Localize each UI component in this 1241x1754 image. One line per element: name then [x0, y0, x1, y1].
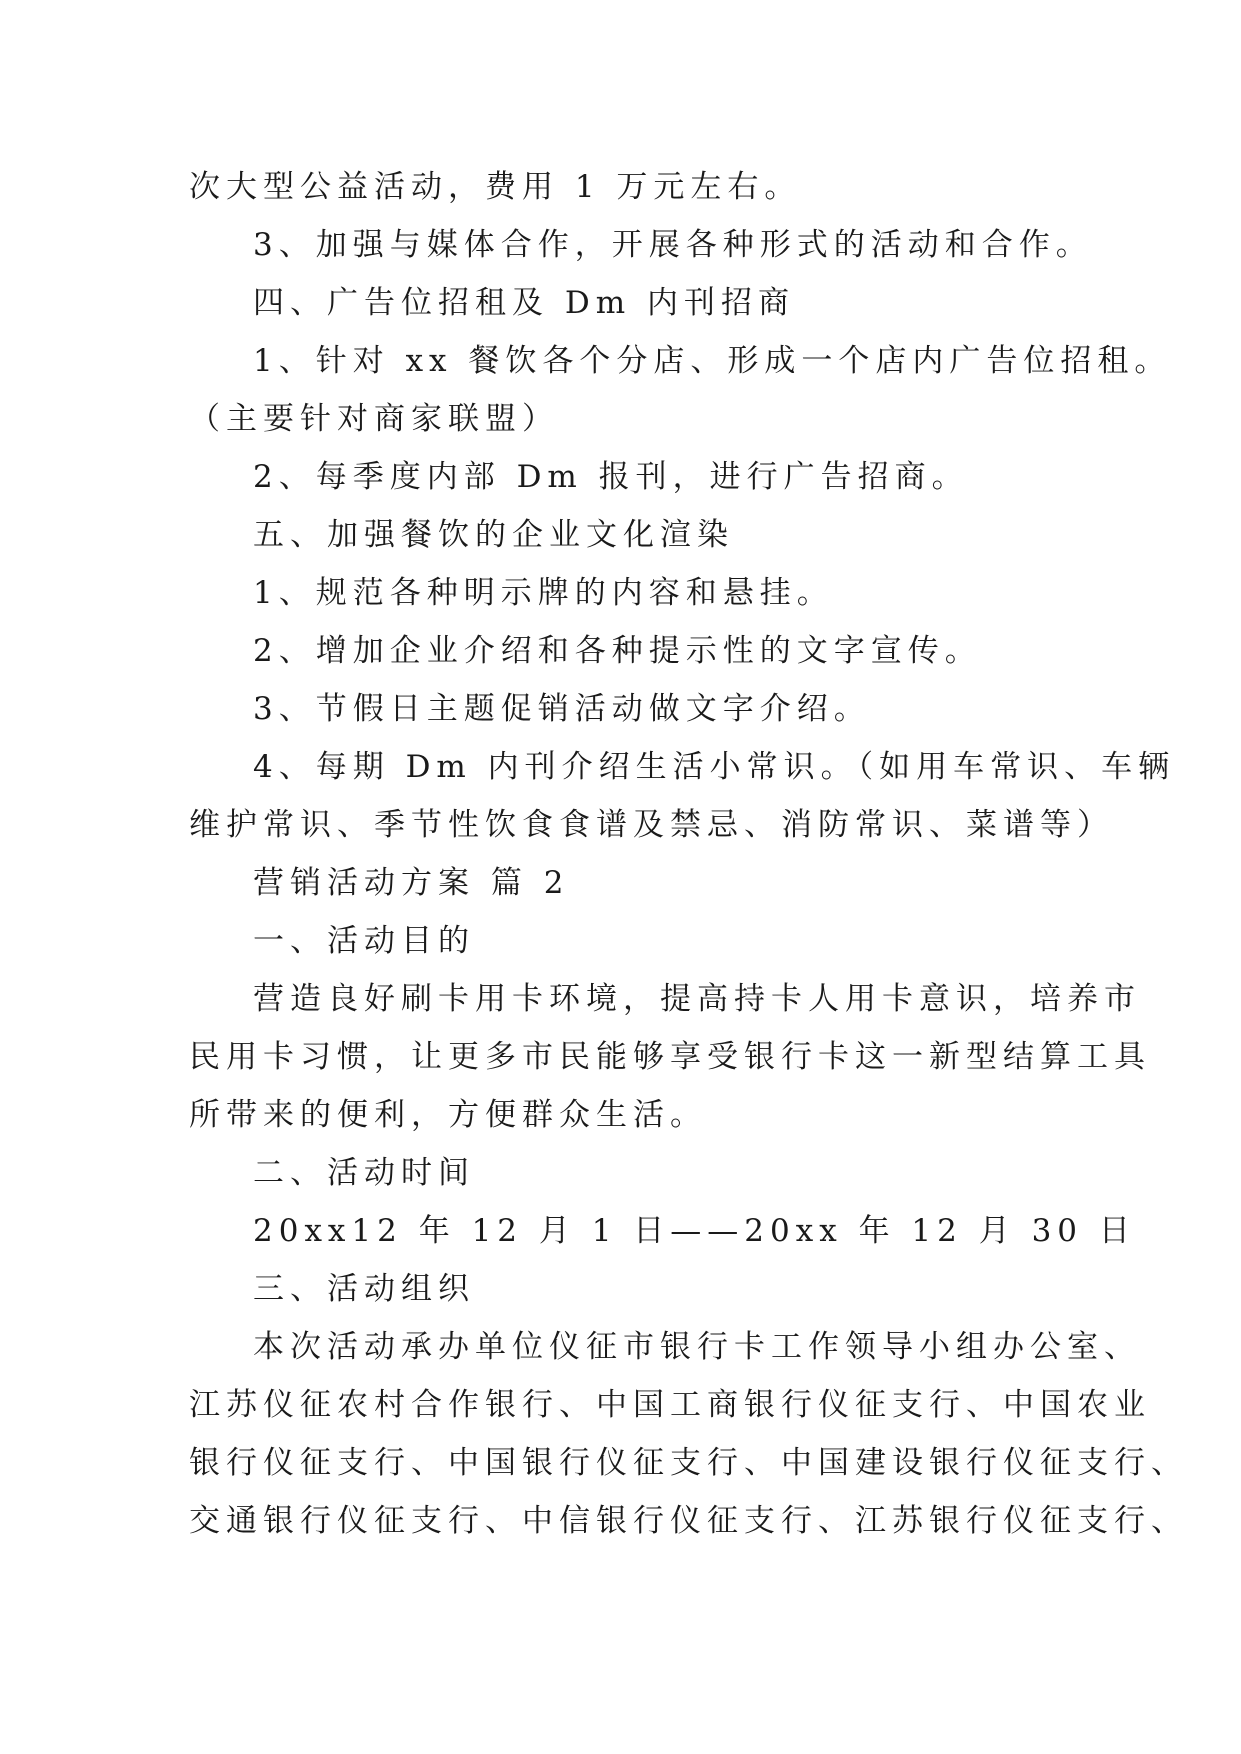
- section-heading: 二、活动时间: [253, 1155, 475, 1191]
- text-line: 20xx12 年 12 月 1 日——20xx 年 12 月 30 日: [253, 1213, 1136, 1249]
- text-line: 本次活动承办单位仪征市银行卡工作领导小组办公室、: [253, 1329, 1141, 1365]
- text-line: 交通银行仪征支行、中信银行仪征支行、江苏银行仪征支行、: [189, 1503, 1188, 1539]
- text-line: 3、加强与媒体合作，开展各种形式的活动和合作。: [253, 227, 1093, 263]
- section-heading: 一、活动目的: [253, 923, 475, 959]
- section-heading: 四、广告位招租及 Dm 内刊招商: [253, 285, 795, 321]
- text-line: 次大型公益活动，费用 1 万元左右。: [189, 169, 802, 205]
- section-heading: 五、加强餐饮的企业文化渲染: [253, 517, 734, 553]
- text-line: 1、规范各种明示牌的内容和悬挂。: [253, 575, 834, 611]
- text-line: 3、节假日主题促销活动做文字介绍。: [253, 691, 871, 727]
- text-line: 江苏仪征农村合作银行、中国工商银行仪征支行、中国农业: [189, 1387, 1151, 1423]
- text-line: 营造良好刷卡用卡环境，提高持卡人用卡意识，培养市: [253, 981, 1141, 1017]
- text-line: 4、每期 Dm 内刊介绍生活小常识。（如用车常识、车辆: [253, 749, 1176, 785]
- text-line: 1、针对 xx 餐饮各个分店、形成一个店内广告位招租。: [253, 343, 1172, 379]
- text-line: 银行仪征支行、中国银行仪征支行、中国建设银行仪征支行、: [189, 1445, 1188, 1481]
- text-line: 维护常识、季节性饮食食谱及禁忌、消防常识、菜谱等）: [189, 807, 1114, 843]
- text-line: （主要针对商家联盟）: [189, 401, 559, 437]
- text-line: 2、每季度内部 Dm 报刊，进行广告招商。: [253, 459, 969, 495]
- section-heading: 三、活动组织: [253, 1271, 475, 1307]
- section-title: 营销活动方案 篇 2: [253, 865, 570, 901]
- text-line: 所带来的便利，方便群众生活。: [189, 1097, 707, 1133]
- text-line: 民用卡习惯，让更多市民能够享受银行卡这一新型结算工具: [189, 1039, 1151, 1075]
- text-line: 2、增加企业介绍和各种提示性的文字宣传。: [253, 633, 982, 669]
